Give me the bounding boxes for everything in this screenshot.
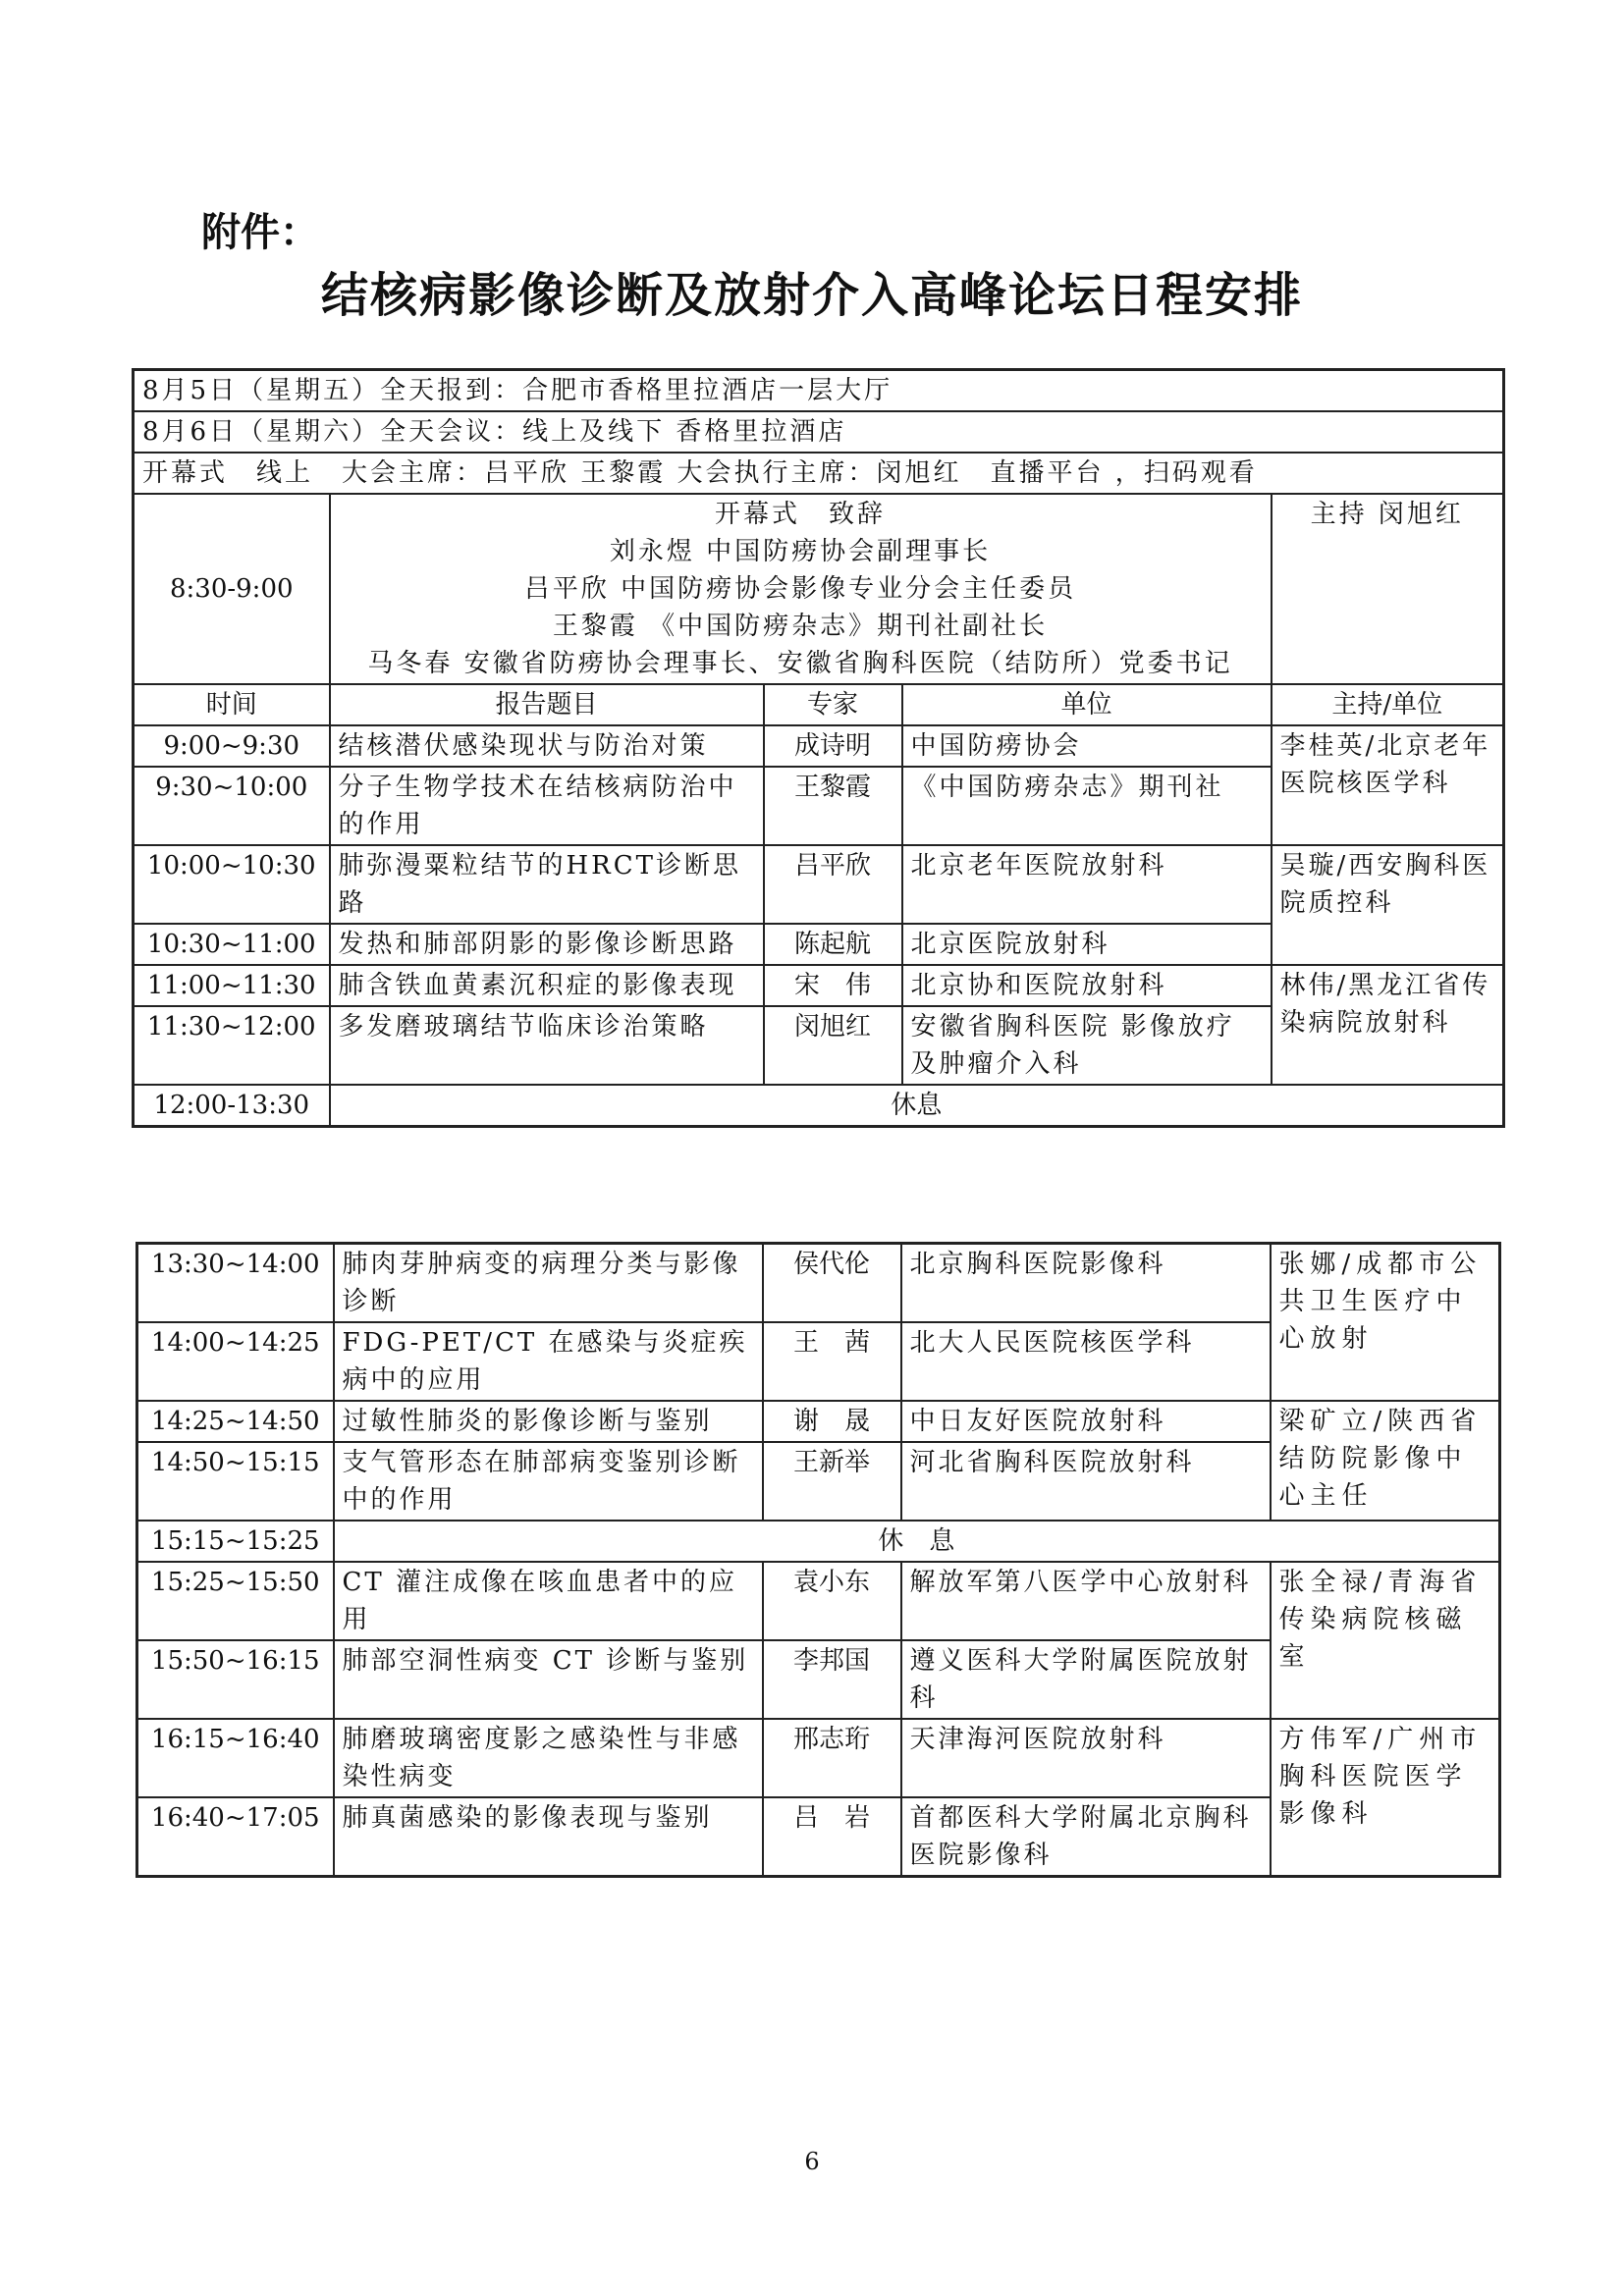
session-unit: 北大人民医院核医学科 bbox=[901, 1322, 1271, 1401]
session-time: 15:25~15:50 bbox=[137, 1562, 334, 1640]
session-time: 15:50~16:15 bbox=[137, 1640, 334, 1719]
session-time: 13:30~14:00 bbox=[137, 1244, 334, 1323]
session-expert: 闵旭红 bbox=[764, 1006, 902, 1085]
session-unit: 北京协和医院放射科 bbox=[902, 965, 1272, 1006]
session-unit: 河北省胸科医院放射科 bbox=[901, 1442, 1271, 1521]
session-topic: 发热和肺部阴影的影像诊断思路 bbox=[330, 924, 764, 965]
session-expert: 吕 岩 bbox=[763, 1797, 901, 1877]
session-host: 张娜/成都市公共卫生医疗中心放射 bbox=[1271, 1244, 1500, 1402]
opening-line: 马冬春 安徽省防痨协会理事长、安徽省胸科医院（结防所）党委书记 bbox=[367, 649, 1233, 678]
session-topic: 肺弥漫粟粒结节的HRCT诊断思路 bbox=[330, 845, 764, 924]
session-time: 11:00~11:30 bbox=[134, 965, 330, 1006]
opening-line: 吕平欣 中国防痨协会影像专业分会主任委员 bbox=[523, 574, 1077, 604]
session-time: 14:00~14:25 bbox=[137, 1322, 334, 1401]
table-row bbox=[137, 1719, 1500, 1797]
session-topic: 肺真菌感染的影像表现与鉴别 bbox=[334, 1797, 763, 1877]
session-host: 梁矿立/陕西省结防院影像中心主任 bbox=[1271, 1401, 1500, 1521]
opening-info-text: 开幕式 线上 大会主席：吕平欣 王黎霞 大会执行主席：闵旭红 直播平台 ，扫码观看 bbox=[134, 453, 1504, 494]
session-host: 李桂英/北京老年医院核医学科 bbox=[1272, 725, 1504, 845]
opening-host: 主持 闵旭红 bbox=[1272, 494, 1504, 684]
col-header-unit: 单位 bbox=[902, 684, 1272, 725]
session-expert: 吕平欣 bbox=[764, 845, 902, 924]
session-topic: 结核潜伏感染现状与防治对策 bbox=[330, 725, 764, 767]
attachment-heading: 附件： bbox=[201, 210, 319, 255]
table-row bbox=[137, 1244, 1500, 1323]
break-label: 休 息 bbox=[334, 1521, 1500, 1562]
session-time: 14:25~14:50 bbox=[137, 1401, 334, 1442]
session-host: 林伟/黑龙江省传染病院放射科 bbox=[1272, 965, 1504, 1085]
lunch-time: 12:00-13:30 bbox=[134, 1085, 330, 1127]
session-topic: 肺部空洞性病变 CT 诊断与鉴别 bbox=[334, 1640, 763, 1719]
session-unit: 解放军第八医学中心放射科 bbox=[901, 1562, 1271, 1640]
session-topic: 肺含铁血黄素沉积症的影像表现 bbox=[330, 965, 764, 1006]
session-unit: 北京医院放射科 bbox=[902, 924, 1272, 965]
session-topic: 分子生物学技术在结核病防治中的作用 bbox=[330, 767, 764, 845]
session-time: 9:30~10:00 bbox=[134, 767, 330, 845]
session-topic: FDG-PET/CT 在感染与炎症疾病中的应用 bbox=[334, 1322, 763, 1401]
table-row bbox=[134, 965, 1504, 1006]
session-expert: 邢志珩 bbox=[763, 1719, 901, 1797]
page-title: 结核病影像诊断及放射介入高峰论坛日程安排 bbox=[320, 268, 1303, 323]
session-time: 9:00~9:30 bbox=[134, 725, 330, 767]
lunch-row bbox=[134, 1085, 1504, 1127]
session-time: 16:40~17:05 bbox=[137, 1797, 334, 1877]
session-host: 张全禄/青海省传染病院核磁室 bbox=[1271, 1562, 1500, 1719]
table-row bbox=[137, 1562, 1500, 1640]
session-unit: 安徽省胸科医院 影像放疗及肿瘤介入科 bbox=[902, 1006, 1272, 1085]
session-unit: 北京胸科医院影像科 bbox=[901, 1244, 1271, 1323]
opening-line: 刘永煜 中国防痨协会副理事长 bbox=[609, 537, 992, 566]
session-unit: 首都医科大学附属北京胸科医院影像科 bbox=[901, 1797, 1271, 1877]
session-expert: 成诗明 bbox=[764, 725, 902, 767]
session-expert: 王黎霞 bbox=[764, 767, 902, 845]
session-time: 16:15~16:40 bbox=[137, 1719, 334, 1797]
table-row bbox=[137, 1401, 1500, 1442]
session-expert: 宋 伟 bbox=[764, 965, 902, 1006]
session-time: 11:30~12:00 bbox=[134, 1006, 330, 1085]
opening-line: 王黎霞 《中国防痨杂志》期刊社副社长 bbox=[552, 612, 1049, 641]
break-row bbox=[137, 1521, 1500, 1562]
registration-row bbox=[134, 370, 1504, 412]
session-host: 吴璇/西安胸科医院质控科 bbox=[1272, 845, 1504, 965]
session-unit: 北京老年医院放射科 bbox=[902, 845, 1272, 924]
break-time: 15:15~15:25 bbox=[137, 1521, 334, 1562]
session-unit: 天津海河医院放射科 bbox=[901, 1719, 1271, 1797]
session-topic: 多发磨玻璃结节临床诊治策略 bbox=[330, 1006, 764, 1085]
session-expert: 陈起航 bbox=[764, 924, 902, 965]
col-header-host: 主持/单位 bbox=[1272, 684, 1504, 725]
lunch-label: 休息 bbox=[330, 1085, 1504, 1127]
session-unit: 遵义医科大学附属医院放射科 bbox=[901, 1640, 1271, 1719]
session-expert: 袁小东 bbox=[763, 1562, 901, 1640]
col-header-expert: 专家 bbox=[764, 684, 902, 725]
schedule-table-afternoon bbox=[135, 1242, 1501, 1878]
opening-info-row bbox=[134, 453, 1504, 494]
session-topic: 支气管形态在肺部病变鉴别诊断中的作用 bbox=[334, 1442, 763, 1521]
meeting-row bbox=[134, 411, 1504, 453]
session-time: 10:30~11:00 bbox=[134, 924, 330, 965]
session-time: 10:00~10:30 bbox=[134, 845, 330, 924]
session-topic: 肺肉芽肿病变的病理分类与影像诊断 bbox=[334, 1244, 763, 1323]
opening-row bbox=[134, 494, 1504, 684]
session-unit: 《中国防痨杂志》期刊社 bbox=[902, 767, 1272, 845]
col-header-time: 时间 bbox=[134, 684, 330, 725]
session-topic: CT 灌注成像在咳血患者中的应用 bbox=[334, 1562, 763, 1640]
session-expert: 王新举 bbox=[763, 1442, 901, 1521]
session-unit: 中国防痨协会 bbox=[902, 725, 1272, 767]
session-expert: 侯代伦 bbox=[763, 1244, 901, 1323]
page-number: 6 bbox=[804, 2148, 820, 2175]
session-time: 14:50~15:15 bbox=[137, 1442, 334, 1521]
table-row bbox=[134, 845, 1504, 924]
column-header-row bbox=[134, 684, 1504, 725]
schedule-table-morning bbox=[132, 368, 1505, 1128]
opening-speakers bbox=[330, 494, 1272, 684]
col-header-topic: 报告题目 bbox=[330, 684, 764, 725]
meeting-text: 8月6日（星期六）全天会议：线上及线下 香格里拉酒店 bbox=[134, 411, 1504, 453]
session-topic: 肺磨玻璃密度影之感染性与非感染性病变 bbox=[334, 1719, 763, 1797]
opening-time: 8:30-9:00 bbox=[134, 494, 330, 684]
session-unit: 中日友好医院放射科 bbox=[901, 1401, 1271, 1442]
session-expert: 王 茜 bbox=[763, 1322, 901, 1401]
session-topic: 过敏性肺炎的影像诊断与鉴别 bbox=[334, 1401, 763, 1442]
session-host: 方伟军/广州市胸科医院医学影像科 bbox=[1271, 1719, 1500, 1877]
session-expert: 谢 晟 bbox=[763, 1401, 901, 1442]
table-row bbox=[134, 725, 1504, 767]
opening-line: 开幕式 致辞 bbox=[714, 500, 886, 529]
session-expert: 李邦国 bbox=[763, 1640, 901, 1719]
registration-text: 8月5日（星期五）全天报到：合肥市香格里拉酒店一层大厅 bbox=[134, 370, 1504, 412]
